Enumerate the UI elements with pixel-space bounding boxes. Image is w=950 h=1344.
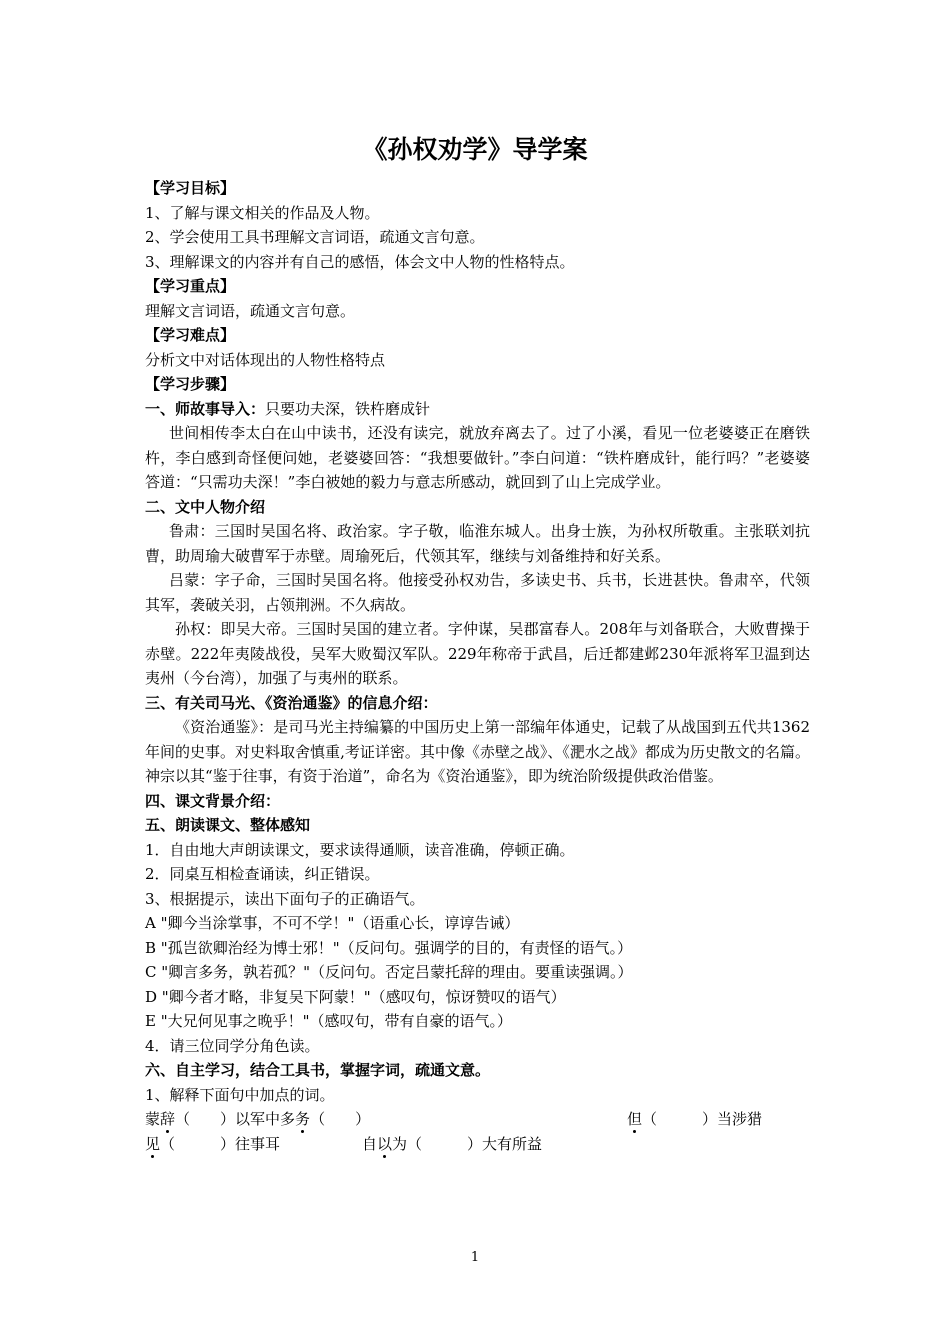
step-1-tail: 只要功夫深，铁杵磨成针 — [265, 399, 431, 418]
dotted-char: 但 — [627, 1110, 643, 1128]
vocab-item: 自以为（ ）大有所益 — [362, 1134, 543, 1153]
step-4-heading: 四、课文背景介绍： — [145, 791, 281, 810]
step-5-item: E "大兄何见事之晚乎！"（感叹句，带有自豪的语气。） — [145, 1012, 513, 1030]
step-5-item: C "卿言多务，孰若孤？"（反问句。否定吕蒙托辞的理由。要重读强调。） — [145, 963, 633, 981]
step-5-item: A "卿今当涂掌事，不可不学！"（语重心长，谆谆告诫） — [145, 914, 520, 932]
story-paragraph: 世间相传李太白在山中读书，还没有读完，就放弃离去了。过了小溪，看见一位老婆婆正在磨铁杵，李白感到奇怪便问她，老婆婆回答：“我想要做针。”李白问道：“铁杵磨成针，能行吗？”老婆婆答道：“只需功夫深！”李白被她的毅力与意志所感动，就回到了山上完成学业。 — [145, 424, 810, 491]
vocab-row-2 — [145, 1132, 810, 1157]
dotted-char: 务 — [295, 1110, 311, 1128]
character-sunquan: 孙权：即吴大帝。三国时吴国的建立者。字仲谋，吴郡富春人。208年与刘备联合，大败曹操于赤壁。222年夷陵战役，吴军大败蜀汉军队。229年称帝于武昌，后迁都建邺230年派将军卫温到达夷州（今台湾），加强了与夷州的联系。 — [145, 620, 810, 687]
page-number: 1 — [470, 1250, 480, 1265]
document-body — [145, 176, 810, 1156]
vocab-item: 蒙辞（ ）以军中多务（ ） — [145, 1110, 371, 1128]
section-header-steps: 【学习步骤】 — [145, 375, 236, 393]
step-5-heading: 五、朗读课文、整体感知 — [145, 816, 311, 834]
section-header-goals: 【学习目标】 — [145, 179, 236, 197]
step-3-heading: 三、有关司马光、《资治通鉴》的信息介绍： — [145, 693, 438, 712]
vocab-item: 但（ ）当涉猎 — [627, 1110, 763, 1128]
vocab-item: 见（ ）往事耳 — [145, 1134, 281, 1153]
step-5-item: 1．自由地大声朗读课文，要求读得通顺，读音准确，停顿正确。 — [145, 840, 575, 859]
section-header-difficulty: 【学习难点】 — [145, 326, 236, 344]
goal-item: 3、理解课文的内容并有自己的感悟，体会文中人物的性格特点。 — [145, 252, 575, 271]
step-5-item: 4．请三位同学分角色读。 — [145, 1036, 320, 1055]
step-5-item: 2．同桌互相检查诵读，纠正错误。 — [145, 865, 380, 883]
zizhitongjian-paragraph: 《资治通鉴》：是司马光主持编纂的中国历史上第一部编年体通史，记载了从战国到五代共1362年间的史事。对史料取舍慎重,考证详密。其中像《赤壁之战》、《淝水之战》都成为历史散文的名篇。神宗以其“鉴于往事，有资于治道”，命名为《资治通鉴》，即为统治阶级提供政治借鉴。 — [145, 718, 810, 785]
dotted-char: 见 — [145, 1134, 161, 1153]
character-lvmeng: 吕蒙：字子命，三国时吴国名将。他接受孙权劝告，多读史书、兵书，长进甚快。鲁肃卒，代领其军，袭破关羽，占领荆洲。不久病故。 — [145, 571, 810, 614]
step-1-heading: 一、师故事导入： — [145, 399, 266, 418]
vocab-row-1 — [145, 1107, 810, 1132]
step-5-item: D "卿今者才略，非复吴下阿蒙！"（感叹句，惊讶赞叹的语气） — [145, 987, 566, 1006]
goal-item: 1、了解与课文相关的作品及人物。 — [145, 203, 380, 222]
character-lusu: 鲁肃：三国时吴国名将、政治家。字子敬，临淮东城人。出身士族，为孙权所敬重。主张联刘抗曹，助周瑜大破曹军于赤壁。周瑜死后，代领其军，继续与刘备维持和好关系。 — [145, 522, 810, 565]
dotted-char: 以 — [377, 1134, 393, 1153]
dotted-char: 辞 — [160, 1110, 176, 1128]
difficulty-text: 分析文中对话体现出的人物性格特点 — [145, 350, 386, 369]
step-6-instruction: 1、解释下面句中加点的词。 — [145, 1085, 335, 1104]
section-header-focus: 【学习重点】 — [145, 277, 236, 295]
step-5-item: 3、根据提示，读出下面句子的正确语气。 — [145, 889, 425, 908]
step-1-line — [145, 397, 810, 422]
step-6-heading: 六、自主学习，结合工具书，掌握字词，疏通文意。 — [145, 1061, 491, 1079]
page-title: 《孙权劝学》导学案 — [362, 135, 588, 164]
step-2-heading: 二、文中人物介绍 — [145, 497, 266, 516]
focus-text: 理解文言词语，疏通文言句意。 — [145, 301, 356, 320]
step-5-item: B "孤岂欲卿治经为博士邪！"（反问句。强调学的目的，有责怪的语气。） — [145, 938, 633, 957]
goal-item: 2、学会使用工具书理解文言词语，疏通文言句意。 — [145, 228, 485, 246]
